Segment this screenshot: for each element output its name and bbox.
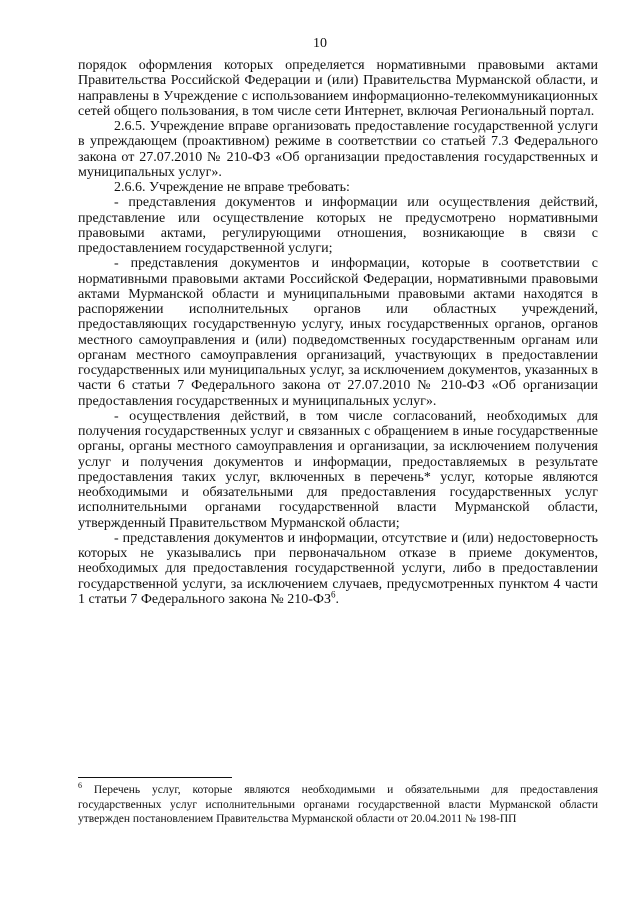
- document-body: [78, 58, 598, 607]
- footnote-reference: 6: [331, 589, 336, 600]
- list-item: - осуществления действий, в том числе согласований, необходимых для получения государственных услуг и связанных с обращением в иные государственные органы, органы местного самоуправления и организации, за исключением получения услуг и получения документов и информации, предоставляемых в результате предоставления таких услуг, включенных в перечень* услуг, которые являются необходимыми и обязательными для предоставления государственных услуг исполнительными органами государственной власти Мурманской области, утвержденный Правительством Мурманской области;: [78, 408, 598, 531]
- paragraph-2-6-6: 2.6.6. Учреждение не вправе требовать:: [114, 180, 350, 195]
- paragraph: порядок оформления которых определяется нормативными правовыми актами Правительства Российской Федерации и (или) Правительства Мурманской области, и направлены в Учреждение с использованием информационно-телекоммуникационных сетей общего пользования, в том числе сети Интернет, включая Региональный портал.: [78, 58, 598, 119]
- footnote: [78, 783, 598, 827]
- list-item-end: .: [335, 591, 340, 607]
- page-number: 10: [313, 36, 327, 51]
- list-item-text: - представления документов и информации, отсутствие и (или) недостоверность которых не указывались при первоначальном отказе в приеме документов, необходимых для предоставления государственной услуги, либо в предоставлении государственной услуги, за исключением случаев, предусмотренных пунктом 4 части 1 статьи 7 Федерального закона № 210-ФЗ: [78, 530, 598, 607]
- footnote-divider: [78, 777, 232, 778]
- footnote-text: Перечень услуг, которые являются необходимыми и обязательными для предоставления государственных услуг исполнительными органами государственной власти Мурманской области утвержден постановлением Правительства Мурманской области от 20.04.2011 № 198-ПП: [78, 784, 598, 825]
- list-item: - представления документов и информации или осуществления действий, представление или осуществление которых не предусмотрено нормативными правовыми актами, регулирующими отношения, возникающие в связи с предоставлением государственной услуги;: [78, 195, 598, 256]
- footnote-mark: 6: [78, 781, 82, 791]
- paragraph-2-6-5: 2.6.5. Учреждение вправе организовать предоставление государственной услуги в упреждающем (проактивном) режиме в соответствии со статьей 7.3 Федерального закона от 27.07.2010 № 210-ФЗ «Об организации предоставления государственных и муниципальных услуг».: [78, 119, 598, 180]
- list-item: [78, 531, 598, 607]
- list-item: - представления документов и информации, которые в соответствии с нормативными правовыми актами Российской Федерации, нормативными правовыми актами Мурманской области и муниципальными правовыми актами находятся в распоряжении исполнительных органов или областных учреждений, предоставляющих государственную услугу, иных государственных органов, органов местного самоуправления и (или) подведомственных государственным органам или органам местного самоуправления организаций, участвующих в предоставлении государственных или муниципальных услуг, за исключением документов, указанных в части 6 статьи 7 Федерального закона от 27.07.2010 № 210-ФЗ «Об организации предоставления государственных и муниципальных услуг».: [78, 256, 598, 409]
